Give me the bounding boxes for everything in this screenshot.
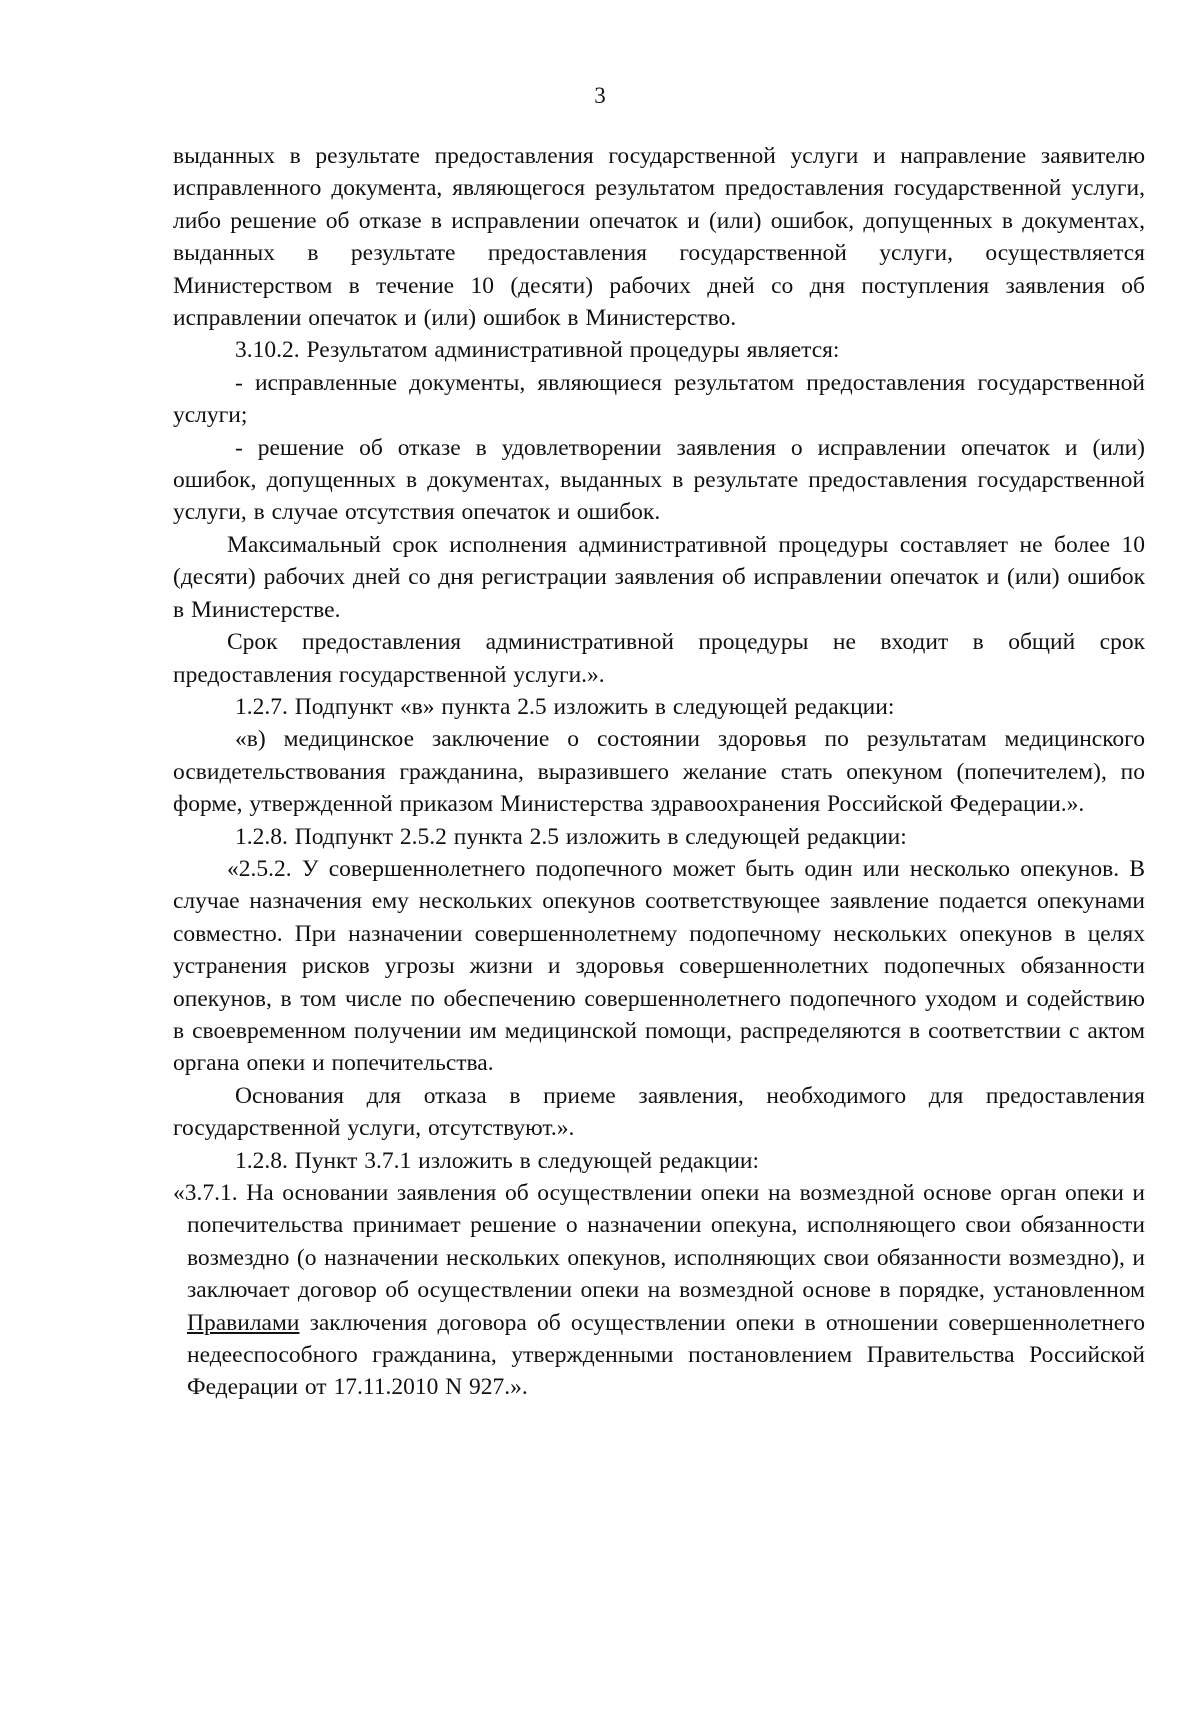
paragraph-1-2-8-second: 1.2.8. Пункт 3.7.1 изложить в следующей редакции: <box>235 1147 760 1174</box>
paragraph-3-7-1-text-end: заключения договора об осуществлении опеки в отношении совершеннолетнего недееспособного гражданина, утвержденными постановлением Правительства Российской Федерации от 17.11.2010 N 927.». <box>187 1309 1145 1401</box>
page-number: 3 <box>594 83 606 108</box>
paragraph-refusal-grounds: Основания для отказа в приеме заявления, необходимого для предоставления государственной услуги, отсутствуют.». <box>173 1082 1145 1142</box>
rules-reference-link[interactable]: Правилами <box>187 1309 300 1336</box>
paragraph-procedure-term: Срок предоставления административной процедуры не входит в общий срок предоставления государственной услуги.». <box>173 629 1145 688</box>
paragraph-3-10-2: 3.10.2. Результатом административной процедуры является: <box>235 337 840 364</box>
list-item-refusal-decision: - решение об отказе в удовлетворении заявления о исправлении опечаток и (или) ошибок, допущенных в документах, выданных в результате предоставления государственной услуги, в случае отсутствия опечаток и ошибок. <box>173 434 1145 526</box>
paragraph-continuation: выданных в результате предоставления государственной услуги и направление заявителю исправленного документа, являющегося результатом предоставления государственной услуги, либо решение об отказе в исправлении опечаток и (или) ошибок, допущенных в документах, выданных в результате предоставления государственной услуги, осуществляется Министерством в течение 10 (десяти) рабочих дней со дня поступления заявления об исправлении опечаток и (или) ошибок в Министерство. <box>173 143 1145 332</box>
paragraph-1-2-8-first: 1.2.8. Подпункт 2.5.2 пункта 2.5 изложить в следующей редакции: <box>235 823 907 850</box>
list-item-corrected-documents: - исправленные документы, являющиеся результатом предоставления государственной услуги; <box>173 369 1145 429</box>
paragraph-1-2-7: 1.2.7. Подпункт «в» пункта 2.5 изложить в следующей редакции: <box>235 693 895 720</box>
quote-block-3-7-1 <box>173 1177 1145 1404</box>
paragraph-max-term: Максимальный срок исполнения административной процедуры составляет не более 10 (десяти) рабочих дней со дня регистрации заявления об исправлении опечаток и (или) ошибок в Министерстве. <box>173 531 1145 623</box>
paragraph-3-7-1-text-start: «3.7.1. На основании заявления об осуществлении опеки на возмездной основе орган опеки и попечительства принимает решение о назначении опекуна, исполняющего свои обязанности возмездно (о назначении нескольких опекунов, исполняющих свои обязанности возмездно), и заключает договор об осуществлении опеки на возмездной основе в порядке, установленном <box>173 1180 1145 1304</box>
paragraph-medical-certificate: «в) медицинское заключение о состоянии здоровья по результатам медицинского освидетельствования гражданина, выразившего желание стать опекуном (попечителем), по форме, утвержденной приказом Министерства здравоохранения Российской Федерации.». <box>173 726 1145 818</box>
paragraph-2-5-2: «2.5.2. У совершеннолетнего подопечного может быть один или несколько опекунов. В случае назначения ему нескольких опекунов соответствующее заявление подается опекунами совместно. При назначении совершеннолетнему подопечному нескольких опекунов в целях устранения рисков угрозы жизни и здоровья совершеннолетних подопечных обязанности опекунов, в том числе по обеспечению совершеннолетнего подопечного уходом и содействию в своевременном получении им медицинской помощи, распределяются в соответствии с актом органа опеки и попечительства. <box>173 855 1145 1077</box>
document-body <box>173 140 1145 1404</box>
paragraph-3-7-1 <box>173 1177 1145 1404</box>
